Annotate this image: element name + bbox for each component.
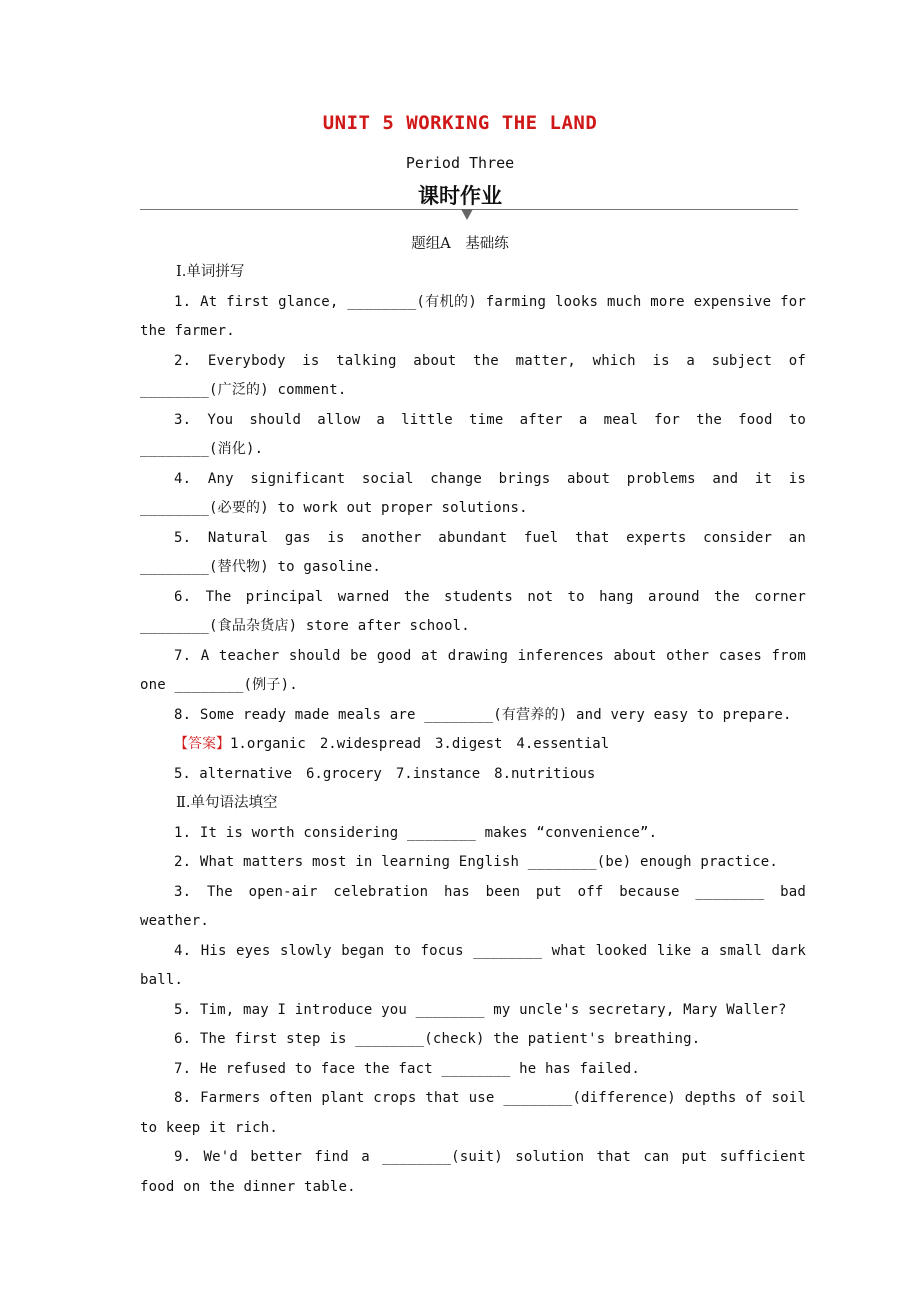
question-item: 7. A teacher should be good at drawing inferences about other cases from one ________(例子). <box>140 647 806 693</box>
question-item: 9. We'd better find a ________(suit) solution that can put sufficient food on the dinner table. <box>140 1149 806 1195</box>
section-1-title: Ⅰ.单词拼写 <box>176 264 245 280</box>
question-item: 5. Tim, may I introduce you ________ my uncle's secretary, Mary Waller? <box>174 1001 787 1018</box>
question-item: 6. The principal warned the students not to hang around the corner ________(食品杂货店) store after school. <box>140 588 806 634</box>
question-item: 1. At first glance, ________(有机的) farming looks much more expensive for the farmer. <box>140 293 806 339</box>
group-title: 题组A 基础练 <box>411 236 509 252</box>
unit-title: UNIT 5 WORKING THE LAND <box>322 112 598 134</box>
question-item: 4. Any significant social change brings about problems and it is ________(必要的) to work out proper solutions. <box>140 470 806 516</box>
question-item: 6. The first step is ________(check) the patient's breathing. <box>174 1031 701 1047</box>
question-item: 4. His eyes slowly began to focus ________ what looked like a small dark ball. <box>140 942 806 988</box>
exercise-content <box>140 258 806 1202</box>
question-item: 7. He refused to face the fact ________ he has failed. <box>174 1060 640 1077</box>
question-item: 8. Farmers often plant crops that use ________(difference) depths of soil to keep it rich. <box>140 1090 806 1136</box>
question-item: 2. What matters most in learning English ________(be) enough practice. <box>174 854 779 870</box>
question-item: 3. You should allow a little time after a meal for the food to ________(消化). <box>140 411 806 457</box>
answer-line-2: 5. alternative 6.grocery 7.instance 8.nutritious <box>174 765 596 782</box>
question-item: 5. Natural gas is another abundant fuel that experts consider an ________(替代物) to gasoline. <box>140 529 806 575</box>
answer-tag: 【答案】 <box>174 736 230 752</box>
question-item: 2. Everybody is talking about the matter, which is a subject of ________(广泛的) comment. <box>140 352 806 398</box>
period-label: Period Three <box>405 154 515 172</box>
section-2-title: Ⅱ.单句语法填空 <box>176 795 278 811</box>
answer-text-1: 1.organic 2.widespread 3.digest 4.essential <box>230 736 610 752</box>
divider-arrow-icon <box>461 209 473 220</box>
question-item: 1. It is worth considering ________ makes “convenience”. <box>174 824 658 841</box>
question-item: 8. Some ready made meals are ________(有营养的) and very easy to prepare. <box>174 706 792 723</box>
question-item: 3. The open-air celebration has been put off because ________ bad weather. <box>140 883 806 929</box>
answer-line-1 <box>140 730 806 760</box>
homework-title: 课时作业 <box>418 184 502 208</box>
